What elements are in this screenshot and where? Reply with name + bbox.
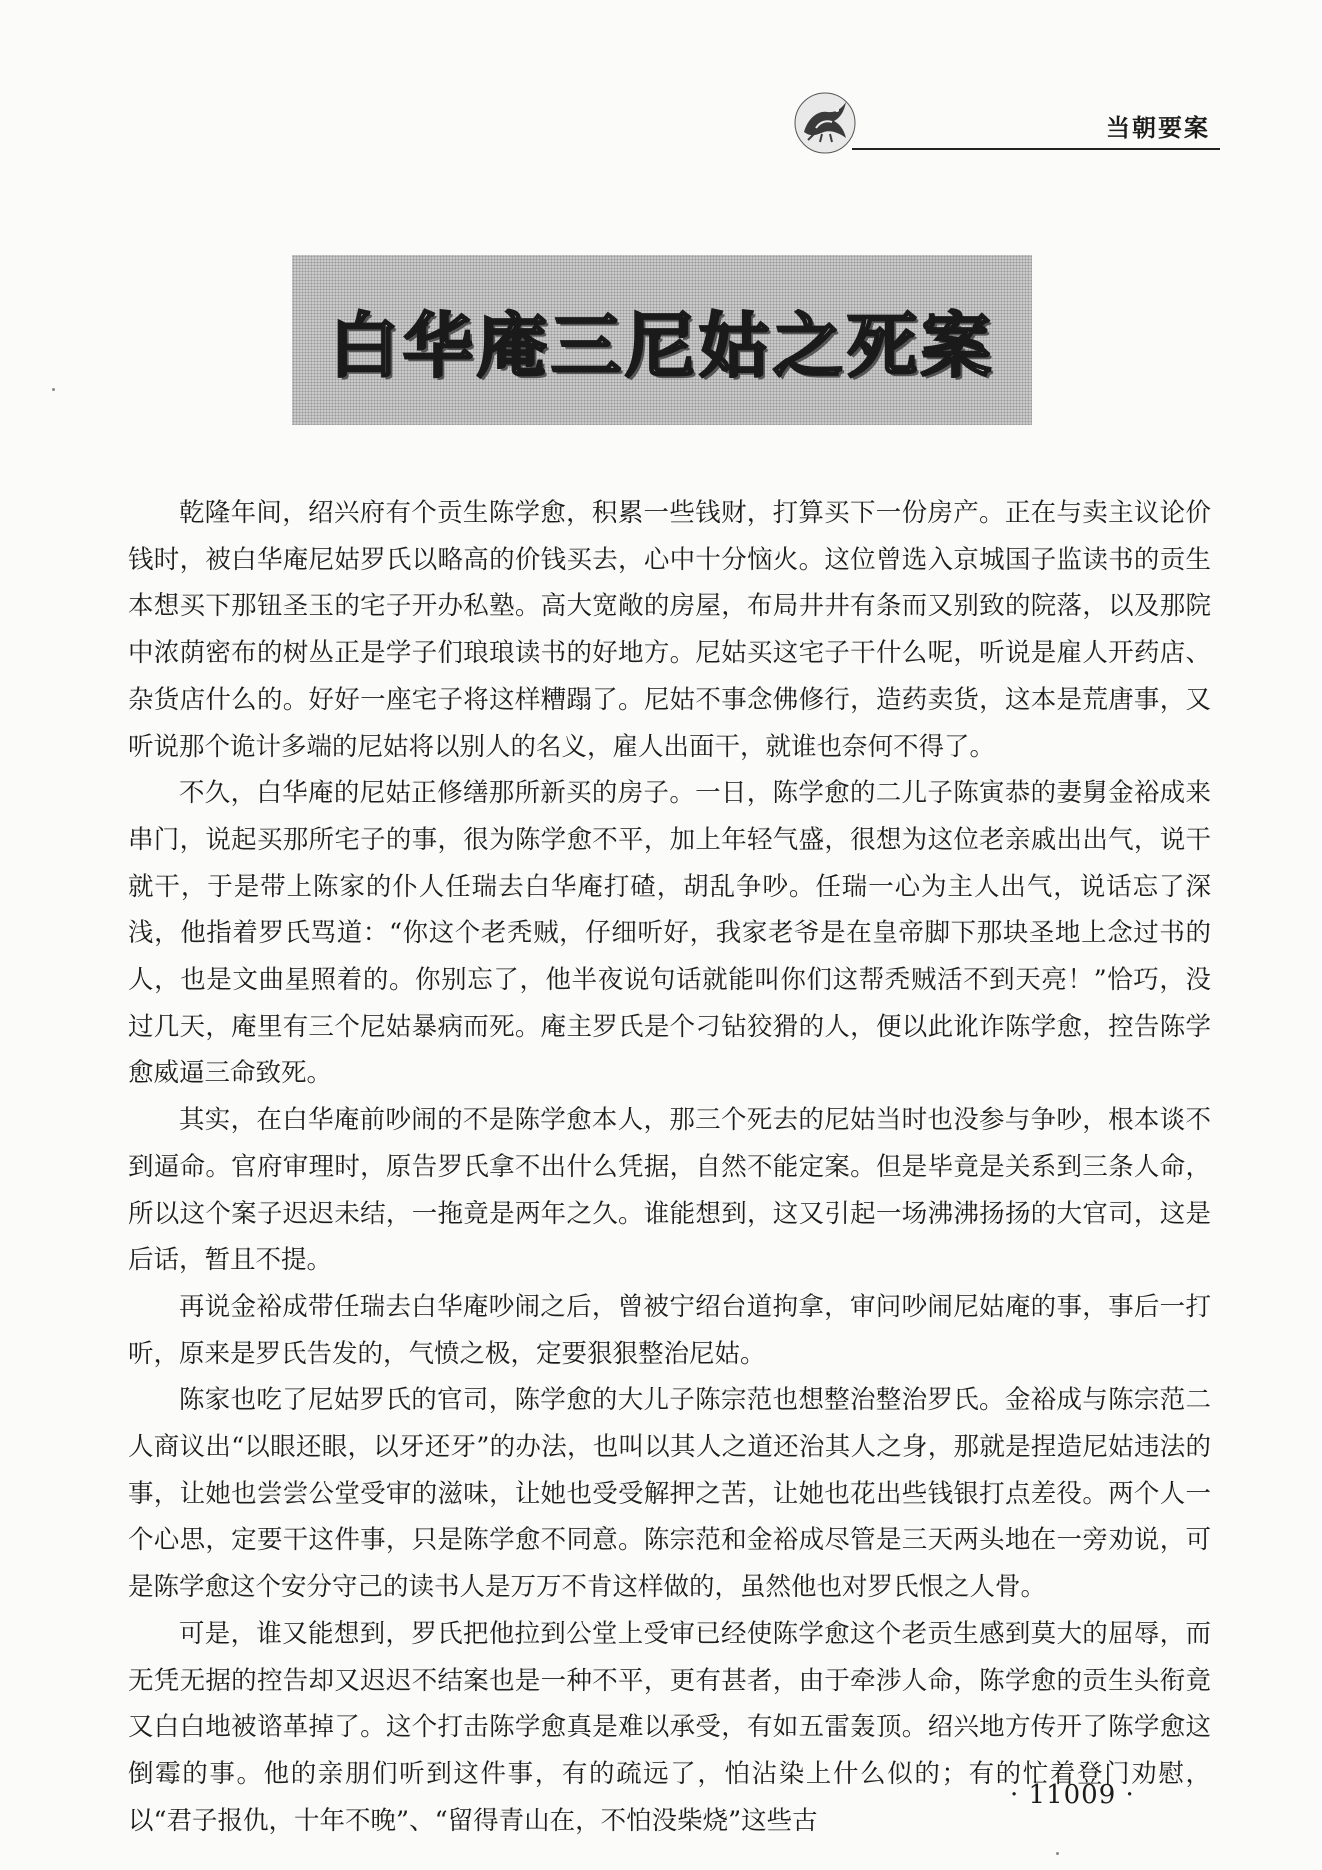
scan-speck [1056,1852,1059,1855]
article-body [128,490,1211,1844]
paragraph: 陈家也吃了尼姑罗氏的官司，陈学愈的大儿子陈宗范也想整治整治罗氏。金裕成与陈宗范二人商议出“以眼还眼，以牙还牙”的办法，也叫以其人之道还治其人之身，那就是捏造尼姑违法的事，让她也尝尝公堂受审的滋味，让她也受受解押之苦，让她也花出些钱银打点差役。两个人一个心思，定要干这件事，只是陈学愈不同意。陈宗范和金裕成尽管是三天两头地在一旁劝说，可是陈学愈这个安分守己的读书人是万万不肯这样做的，虽然他也对罗氏恨之人骨。 [128,1385,1211,1603]
paragraph: 不久，白华庵的尼姑正修缮那所新买的房子。一日，陈学愈的二儿子陈寅恭的妻舅金裕成来串门，说起买那所宅子的事，很为陈学愈不平，加上年轻气盛，很想为这位老亲戚出出气，说干就干，于是带上陈家的仆人任瑞去白华庵打碴，胡乱争吵。任瑞一心为主人出气，说话忘了深浅，他指着罗氏骂道：“你这个老秃贼，仔细听好，我家老爷是在皇帝脚下那块圣地上念过书的人，也是文曲星照着的。你别忘了，他半夜说句话就能叫你们这帮秃贼活不到天亮！”恰巧，没过几天，庵里有三个尼姑暴病而死。庵主罗氏是个刁钻狡猾的人，便以此讹诈陈学愈，控告陈学愈威逼三命致死。 [128,778,1211,1089]
header-rule [852,148,1220,150]
article-title: 白华庵三尼姑之死案 [329,303,995,387]
scan-speck [52,388,55,391]
section-title: 当朝要案 [1106,114,1210,142]
paragraph: 其实，在白华庵前吵闹的不是陈学愈本人，那三个死去的尼姑当时也没参与争吵，根本谈不到逼命。官府审理时，原告罗氏拿不出什么凭据，自然不能定案。但是毕竟是关系到三条人命，所以这个案子迟迟未结，一拖竟是两年之久。谁能想到，这又引起一场沸沸扬扬的大官司，这是后话，暂且不提。 [128,1105,1211,1276]
paragraph: 可是，谁又能想到，罗氏把他拉到公堂上受审已经使陈学愈这个老贡生感到莫大的屈辱，而无凭无据的控告却又迟迟不结案也是一种不平，更有甚者，由于牵涉人命，陈学愈的贡生头衔竟又白白地被谘革掉了。这个打击陈学愈真是难以承受，有如五雷轰顶。绍兴地方传开了陈学愈这倒霉的事。他的亲朋们听到这件事，有的疏远了，怕沾染上什么似的；有的忙着登门劝慰，以“君子报仇，十年不晚”、“留得青山在，不怕没柴烧”这些古 [128,1618,1211,1836]
paragraph: 再说金裕成带任瑞去白华庵吵闹之后，曾被宁绍台道拘拿，审问吵闹尼姑庵的事，事后一打听，原来是罗氏告发的，气愤之极，定要狠狠整治尼姑。 [128,1291,1211,1369]
title-banner [292,255,1032,425]
paragraph: 乾隆年间，绍兴府有个贡生陈学愈，积累一些钱财，打算买下一份房产。正在与卖主议论价钱时，被白华庵尼姑罗氏以略高的价钱买去，心中十分恼火。这位曾选入京城国子监读书的贡生本想买下那钮圣玉的宅子开办私塾。高大宽敞的房屋，布局井井有条而又别致的院落，以及那院中浓荫密布的树丛正是学子们琅琅读书的好地方。尼姑买这宅子干什么呢，听说是雇人开药店、杂货店什么的。好好一座宅子将这样糟蹋了。尼姑不事念佛修行，造药卖货，这本是荒唐事，又听说那个诡计多端的尼姑将以别人的名义，雇人出面干，就谁也奈何不得了。 [128,498,1211,762]
page-number: · 11009 · [1010,1780,1135,1810]
running-header [790,88,1220,158]
dragon-ornament-icon [790,88,860,158]
